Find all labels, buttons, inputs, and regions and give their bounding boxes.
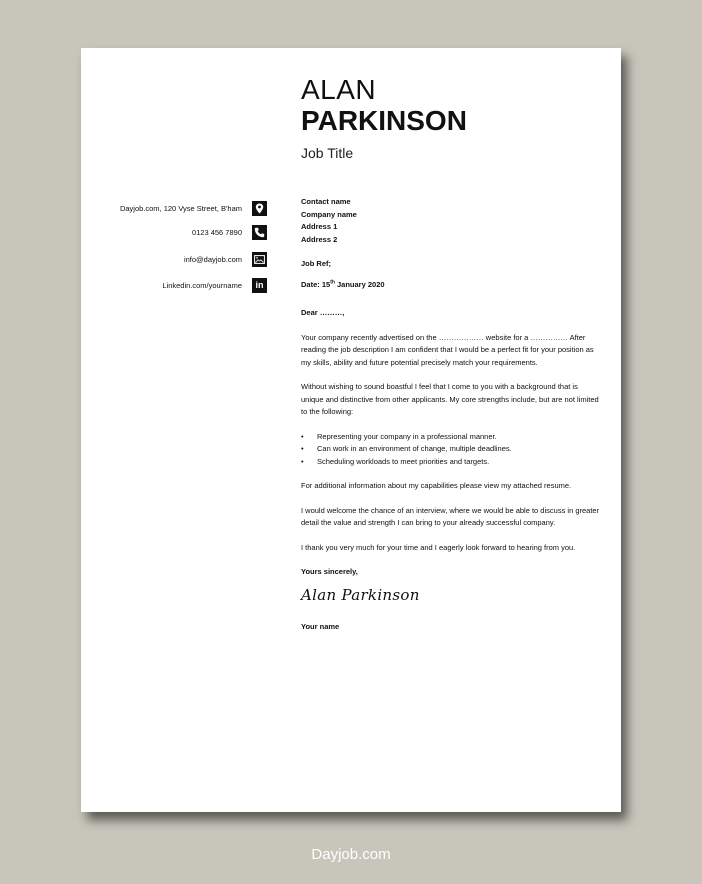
contact-email-text: info@dayjob.com [183,254,242,264]
contact-phone-text: 0123 456 7890 [191,227,242,237]
contact-linkedin [81,276,267,294]
email-icon [252,252,267,267]
recipient-company-name: Company name [301,209,357,219]
recipient-contact-name: Contact name [301,197,351,206]
closing: Yours sincerely, [301,567,358,576]
brand-footer: Dayjob.com [311,846,391,863]
list-item: • Representing your company in a professional manner. [301,431,601,444]
paragraph-interview: I would welcome the chance of an interview, where we would be able to discuss in greater detail the value and strength I can bring to your already successful company. [301,505,600,527]
paragraph-strengths: Without wishing to sound boastful I feel that I come to you with a background that is unique and distinctive from other applicants. My core strengths include, but are not limited to the following: [301,382,599,416]
signature: Alan Parkinson [301,585,420,604]
paragraph-thanks: I thank you very much for your time and I eagerly look forward to hearing from you. [301,542,576,552]
contact-linkedin-text: Linkedin.com/yourname [162,280,242,290]
job-ref: Job Ref; [301,259,331,268]
contact-address-text: Dayjob.com, 120 Vyse Street, B'ham [119,203,242,213]
letter-page [81,48,621,812]
contact-phone [81,223,267,241]
location-pin-icon [252,201,267,216]
contact-email [81,250,267,268]
paragraph-resume: For additional information about my capabilities please view my attached resume. [301,481,572,490]
linkedin-icon: in [252,278,267,293]
first-name: ALAN [301,74,377,105]
contact-address [81,199,267,217]
list-item: • Can work in an environment of change, multiple deadlines. [301,443,601,456]
last-name: PARKINSON [301,105,467,136]
phone-icon [252,225,267,240]
strengths-list [301,431,601,469]
recipient-address-1: Address 1 [301,222,338,231]
letter-date: Date: 15th January 2020 [301,279,385,289]
list-item: • Scheduling workloads to meet priorities and targets. [301,456,601,469]
greeting: Dear ………, [301,308,345,317]
recipient-address-2: Address 2 [301,234,338,244]
your-name: Your name [301,622,340,631]
letter-body [301,196,601,634]
paragraph-intro: Your company recently advertised on the ……………… website for a …………… After reading the job description I am confident that I would be a perfect fit for your position as my skills, ability and future potential precisely match your requirements. [301,332,594,367]
job-title: Job Title [301,145,354,161]
